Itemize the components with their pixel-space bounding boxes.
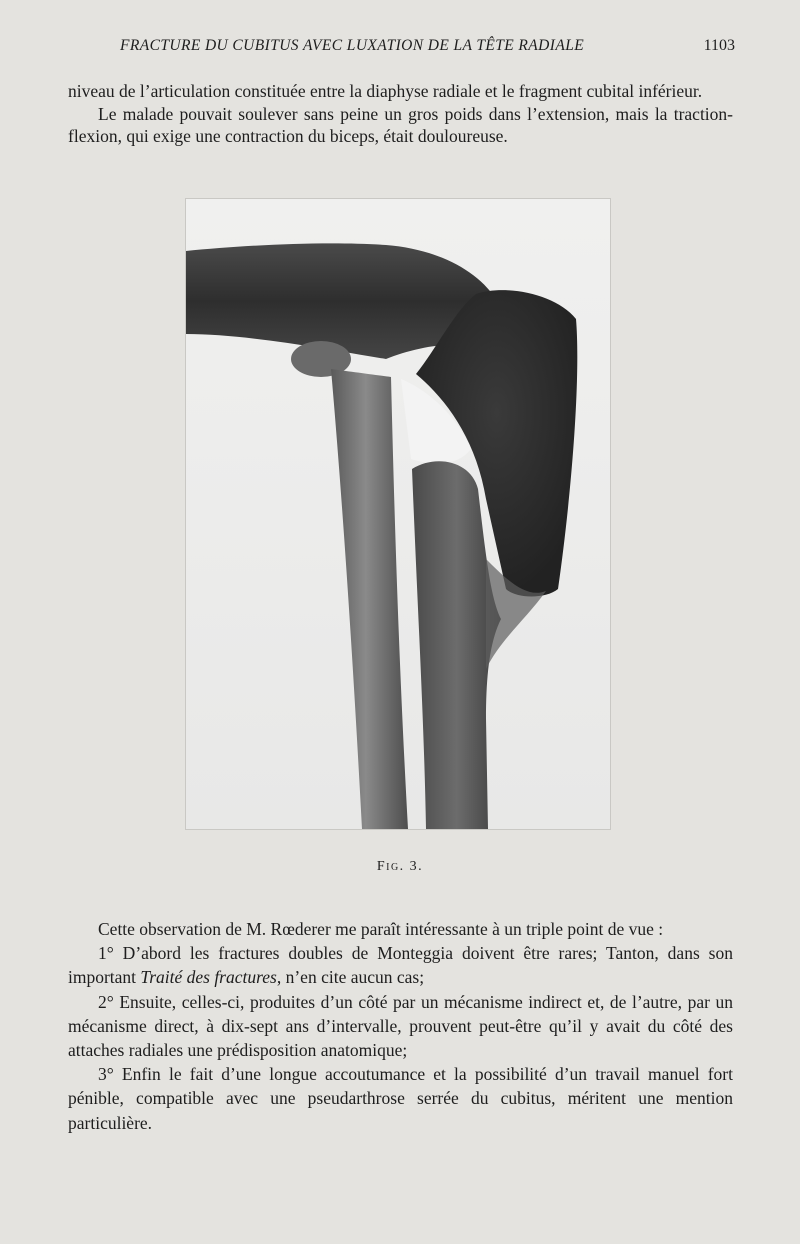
point-one-suffix: , n’en cite aucun cas; [276, 967, 425, 988]
radiograph-image [186, 199, 610, 829]
paragraph-continuation: niveau de l’articulation constituée entre la diaphyse radiale et le fragment cubital inférieur. [68, 81, 703, 101]
paragraph-observation: Cette observation de M. Rœderer me paraît intéressante à un triple point de vue : [98, 919, 664, 939]
cited-work-title: Traité des fractures [140, 967, 277, 988]
figure-caption: Fig. 3. [376, 859, 424, 874]
paragraph-point-three: 3° Enfin le fait d’une longue accoutumance et la possibilité d’un travail manuel fort pénible, compatible avec une pseudarthrose serrée du cubitus, méritent une mention particulière. [68, 1064, 733, 1133]
radiograph-figure [186, 199, 610, 829]
running-title: FRACTURE DU CUBITUS AVEC LUXATION DE LA TÊTE RADIALE [120, 37, 585, 54]
paragraph-patient-strength: Le malade pouvait soulever sans peine un gros poids dans l’extension, mais la traction-flexion, qui exige une contraction du biceps, était douloureuse. [68, 103, 733, 146]
top-text-block [68, 80, 733, 148]
paragraph-point-two: 2° Ensuite, celles-ci, produites d’un côté par un mécanisme indirect et, de l’autre, par un mécanisme direct, à dix-sept ans d’intervalle, prouvent peut-être qu’il y avait du côté des attaches radiales une prédisposition anatomique; [68, 991, 733, 1061]
point-one-prefix: 1° D’abord les fractures doubles de Monteggia doivent être rares; Tanton, dans son important [68, 943, 733, 988]
paragraph-point-one [68, 941, 733, 989]
running-header [120, 37, 735, 59]
page-number: 1103 [703, 37, 735, 54]
bottom-text-block [68, 917, 733, 1135]
